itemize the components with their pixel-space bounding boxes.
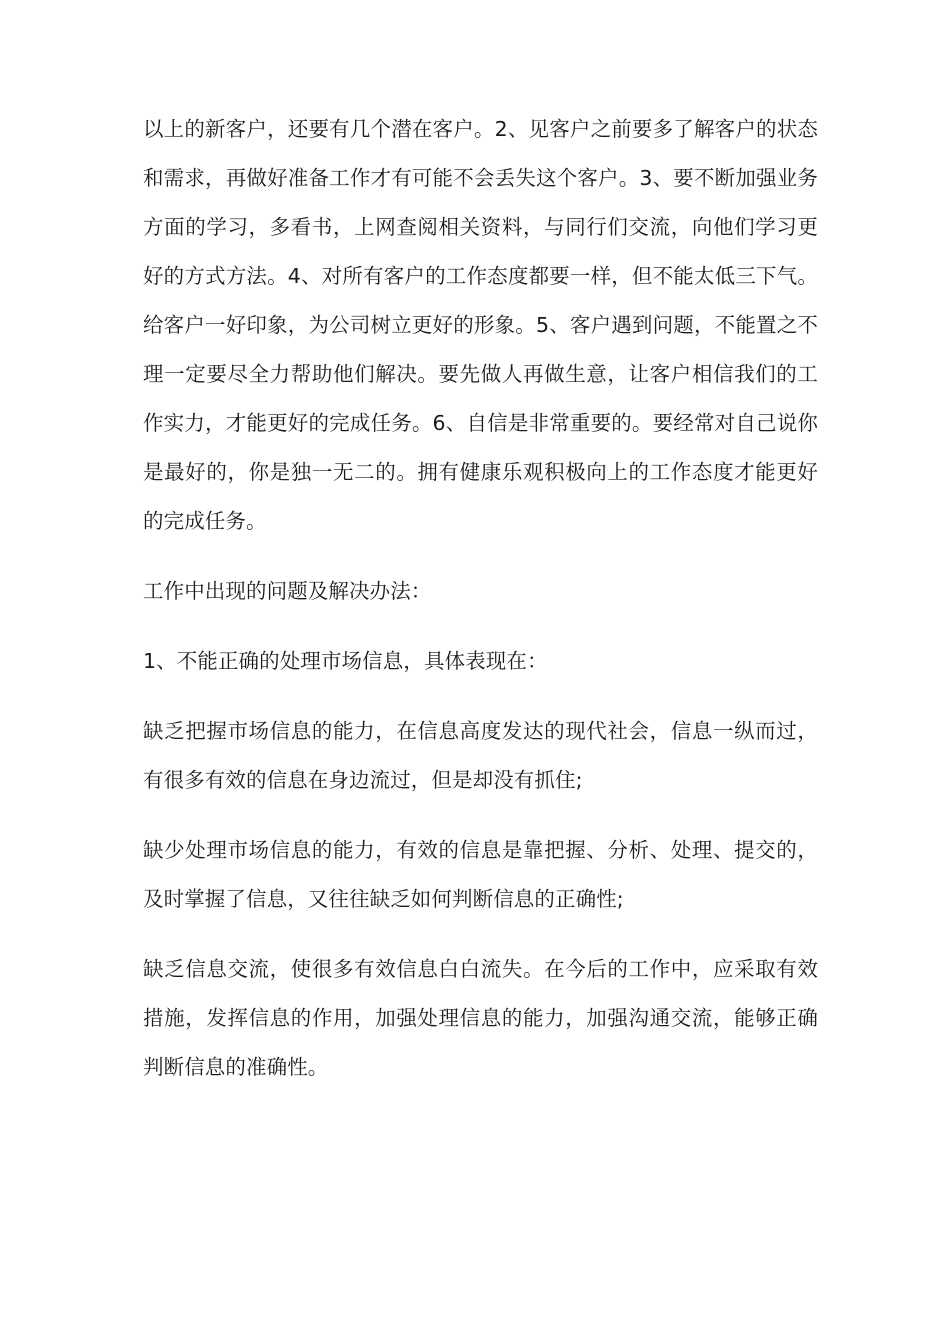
paragraph-bullet-lack-communication: 缺乏信息交流，使很多有效信息白白流失。在今后的工作中，应采取有效措施，发挥信息的作用，加强处理信息的能力，加强沟通交流，能够正确判断信息的准确性。 bbox=[143, 957, 818, 1079]
paragraph-experience-summary: 以上的新客户，还要有几个潜在客户。2、见客户之前要多了解客户的状态和需求，再做好准备工作才有可能不会丢失这个客户。3、要不断加强业务方面的学习，多看书，上网查阅相关资料，与同行们交流，向他们学习更好的方式方法。4、对所有客户的工作态度都要一样，但不能太低三下气。给客户一好印象，为公司树立更好的形象。5、客户遇到问题，不能置之不理一定要尽全力帮助他们解决。要先做人再做生意，让客户相信我们的工作实力，才能更好的完成任务。6、自信是非常重要的。要经常对自己说你是最好的，你是独一无二的。拥有健康乐观积极向上的工作态度才能更好的完成任务。 bbox=[143, 117, 818, 533]
document-text-body bbox=[143, 105, 818, 1092]
paragraph-problem-item-1: 1、不能正确的处理市场信息，具体表现在： bbox=[143, 649, 548, 673]
paragraph-bullet-lack-processing: 缺少处理市场信息的能力，有效的信息是靠把握、分析、处理、提交的，及时掌握了信息，又往往缺乏如何判断信息的正确性; bbox=[143, 838, 818, 911]
paragraph-bullet-lack-grasp: 缺乏把握市场信息的能力，在信息高度发达的现代社会，信息一纵而过，有很多有效的信息在身边流过，但是却没有抓住; bbox=[143, 719, 818, 792]
paragraph-problems-heading: 工作中出现的问题及解决办法： bbox=[143, 579, 432, 603]
